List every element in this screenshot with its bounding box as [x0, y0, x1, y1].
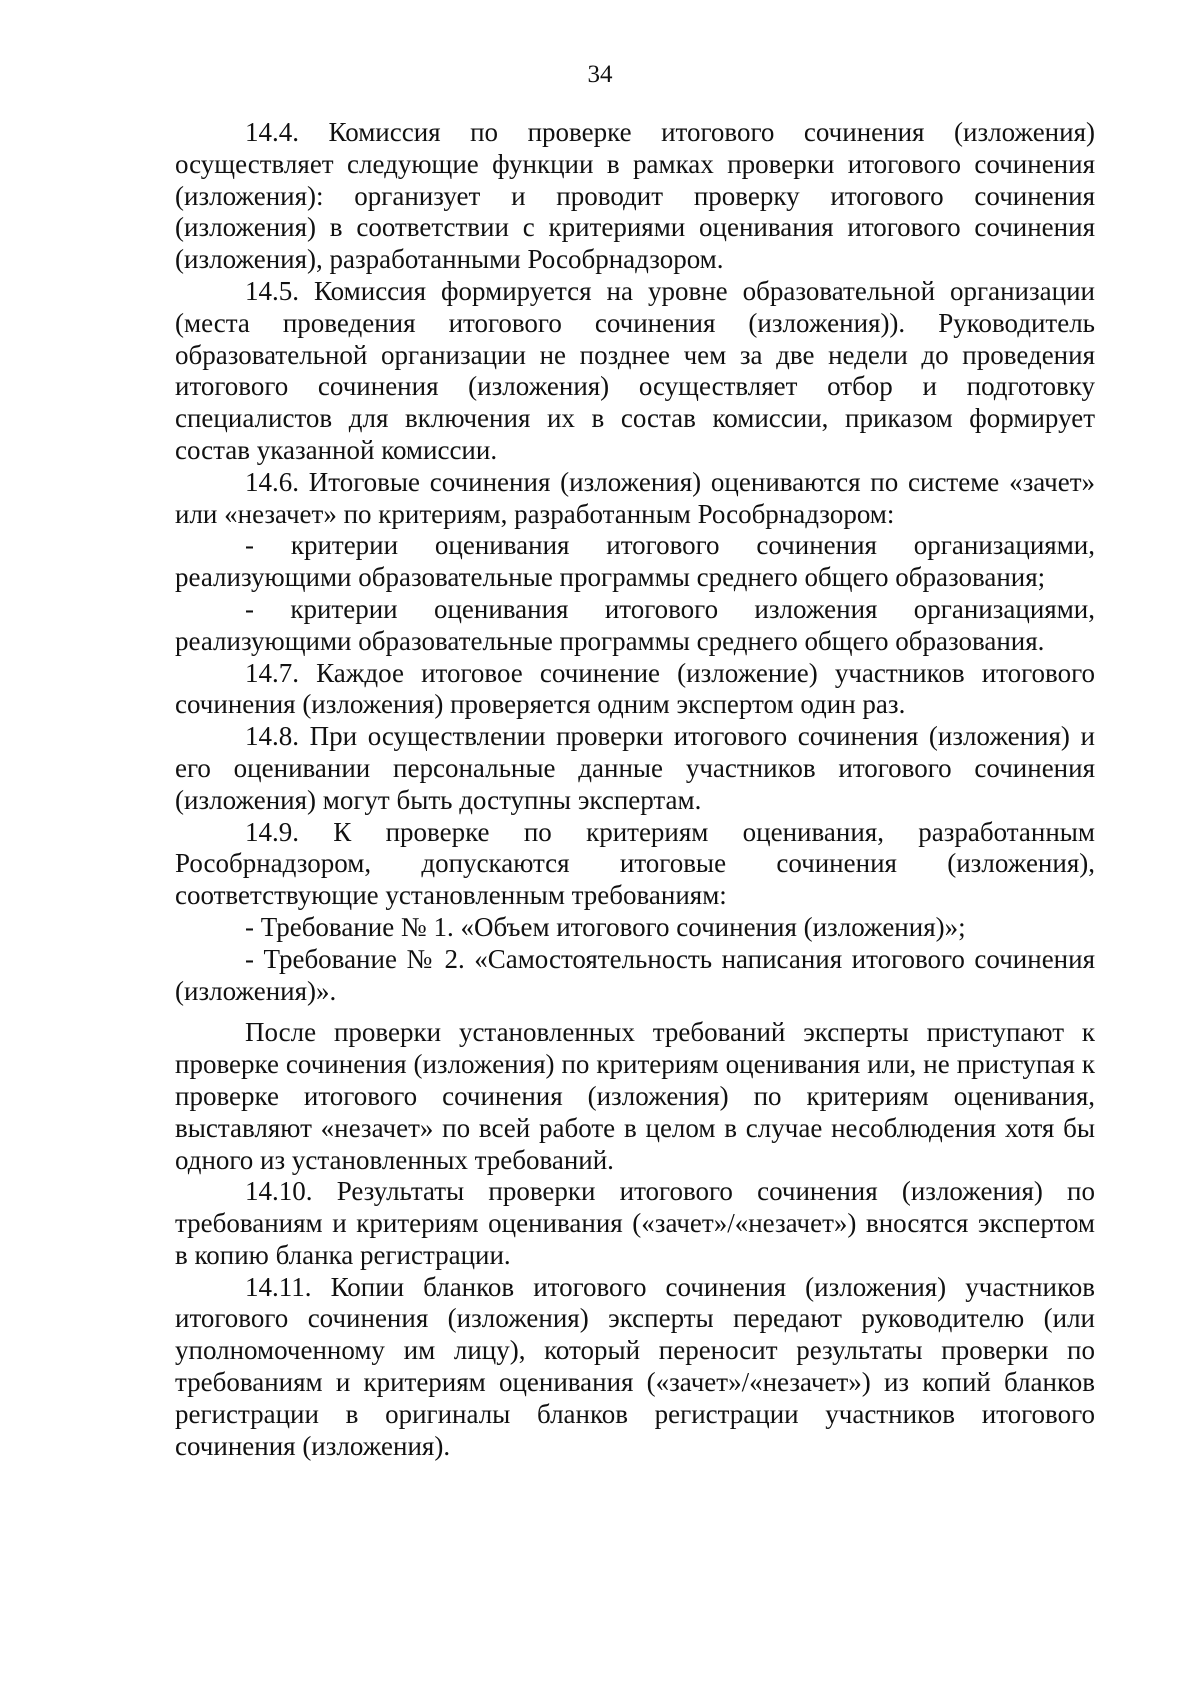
paragraph-14-9: 14.9. К проверке по критериям оценивания, разработанным Рособрнадзором, допускаются итоговые сочинения (изложения), соответствующие установленным требованиям: — [175, 816, 1095, 911]
paragraph-14-10: 14.10. Результаты проверки итогового сочинения (изложения) по требованиям и критериям оценивания («зачет»/«незачет») вносятся экспертом в копию бланка регистрации. — [175, 1176, 1095, 1270]
paragraph-after-check: После проверки установленных требований эксперты приступают к проверке сочинения (изложения) по критериям оценивания или, не приступая к проверке итогового сочинения (изложения) по критериям оценивания, выставляют «незачет» по всей работе в целом в случае несоблюдения хотя бы одного из установленных требований. — [175, 1017, 1095, 1175]
list-item-criteria-essay: - критерии оценивания итогового сочинения организациями, реализующими образовательные программы среднего общего образования; — [175, 530, 1095, 593]
paragraph-14-8: 14.8. При осуществлении проверки итогового сочинения (изложения) и его оценивании персональные данные участников итогового сочинения (изложения) могут быть доступны экспертам. — [175, 721, 1095, 815]
paragraph-14-4: 14.4. Комиссия по проверке итогового сочинения (изложения) осуществляет следующие функции в рамках проверки итогового сочинения (изложения): организует и проводит проверку итогового сочинения (изложения) в соответствии с критериями оценивания итогового сочинения (изложения), разработанными Рособрнадзором. — [175, 117, 1095, 275]
page-number: 34 — [587, 61, 613, 88]
list-item-criteria-presentation: - критерии оценивания итогового изложения организациями, реализующими образовательные программы среднего общего образования. — [175, 593, 1095, 656]
paragraph-14-7: 14.7. Каждое итоговое сочинение (изложение) участников итогового сочинения (изложения) проверяется одним экспертом один раз. — [175, 657, 1095, 720]
list-item-requirement-1: - Требование № 1. «Объем итогового сочинения (изложения)»; — [245, 911, 966, 942]
list-item-requirement-2: - Требование № 2. «Самостоятельность написания итогового сочинения (изложения)». — [175, 943, 1095, 1006]
paragraph-14-6: 14.6. Итоговые сочинения (изложения) оцениваются по системе «зачет» или «незачет» по критериям, разработанным Рособрнадзором: — [175, 466, 1095, 529]
paragraph-14-11: 14.11. Копии бланков итогового сочинения (изложения) участников итогового сочинения (изложения) эксперты передают руководителю (или уполномоченному им лицу), который переносит результаты проверки по требованиям и критериям оценивания («зачет»/«незачет») из копий бланков регистрации в оригиналы бланков регистрации участников итогового сочинения (изложения). — [175, 1271, 1095, 1461]
document-body — [175, 117, 1095, 1462]
paragraph-14-5: 14.5. Комиссия формируется на уровне образовательной организации (места проведения итогового сочинения (изложения)). Руководитель образовательной организации не позднее чем за две недели до проведения итогового сочинения (изложения) осуществляет отбор и подготовку специалистов для включения их в состав комиссии, приказом формирует состав указанной комиссии. — [175, 275, 1095, 465]
